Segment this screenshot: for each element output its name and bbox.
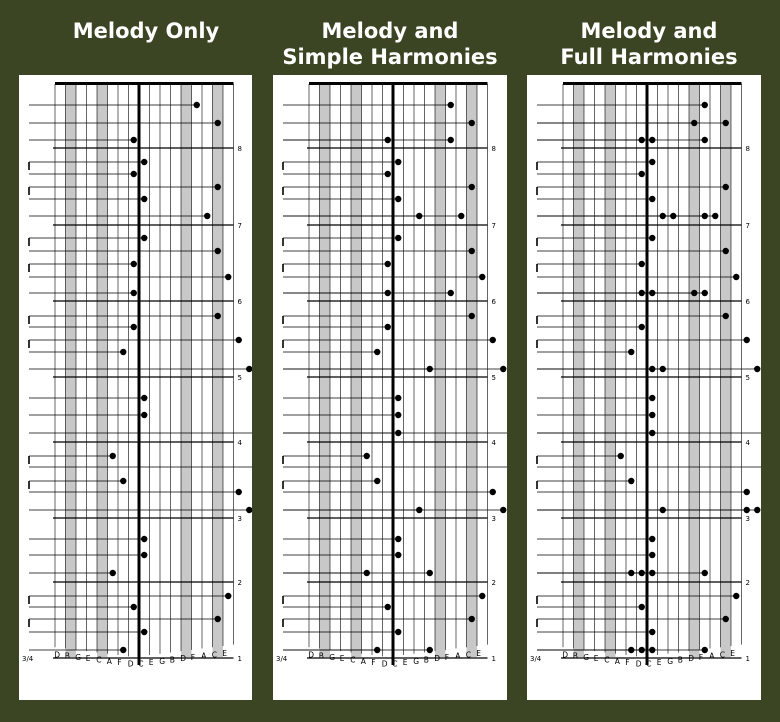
measure-number: 5 — [237, 374, 242, 382]
measure-number: 2 — [491, 579, 496, 587]
key-label: D — [688, 654, 695, 664]
key-label: C — [96, 655, 102, 665]
note-dot — [141, 395, 147, 401]
key-label: A — [201, 651, 207, 661]
note-dot — [141, 536, 147, 542]
note-dot — [723, 616, 729, 622]
key-label: E — [593, 654, 599, 664]
key-label: B — [677, 655, 683, 665]
note-dot — [131, 137, 137, 143]
shaded-tine — [181, 84, 192, 657]
shaded-tine — [574, 84, 585, 657]
note-dot — [141, 159, 147, 165]
note-dot — [131, 604, 137, 610]
key-label: B — [64, 651, 70, 661]
key-label: G — [667, 656, 674, 666]
shaded-tine — [66, 84, 77, 657]
note-dot — [374, 349, 380, 355]
tablature-sheet-simple-harmonies — [273, 75, 507, 700]
note-dot — [215, 184, 221, 190]
note-dot — [131, 290, 137, 296]
note-dot — [395, 629, 401, 635]
note-dot — [141, 196, 147, 202]
key-label: E — [730, 648, 735, 658]
key-label: C — [211, 650, 217, 660]
measure-number: 3 — [237, 515, 242, 523]
note-dot — [479, 274, 485, 280]
note-dot — [395, 395, 401, 401]
key-label: F — [371, 658, 376, 668]
note-dot — [131, 261, 137, 267]
measure-number: 1 — [745, 655, 750, 663]
key-label: B — [423, 655, 429, 665]
measure-number: 2 — [745, 579, 750, 587]
measure-number: 8 — [745, 145, 750, 153]
note-dot — [723, 184, 729, 190]
key-label: E — [222, 648, 227, 658]
note-dot — [141, 629, 147, 635]
top-bar — [55, 82, 234, 85]
measure-number: 8 — [237, 145, 242, 153]
key-label: E — [339, 654, 345, 664]
title-line: Melody Only — [72, 19, 220, 43]
note-dot — [395, 235, 401, 241]
note-dot — [131, 171, 137, 177]
key-label: A — [614, 656, 620, 666]
measure-number: 6 — [745, 298, 750, 306]
key-label: B — [318, 651, 324, 661]
note-dot — [215, 313, 221, 319]
key-label: F — [190, 652, 196, 662]
title-line: Melody and — [321, 19, 459, 43]
key-label: C — [465, 650, 471, 660]
note-dot — [385, 604, 391, 610]
note-dot — [236, 489, 242, 495]
key-label: D — [434, 654, 441, 664]
note-dot — [215, 248, 221, 254]
key-label: E — [148, 658, 154, 668]
note-dot — [490, 337, 496, 343]
key-label: B — [572, 651, 578, 661]
center-bar — [138, 84, 141, 665]
note-dot — [448, 102, 454, 108]
note-dot — [385, 171, 391, 177]
note-dot — [395, 552, 401, 558]
note-dot — [723, 313, 729, 319]
time-signature: 3/4 — [22, 655, 34, 663]
note-dot — [639, 261, 645, 267]
key-label: F — [625, 658, 630, 668]
time-signature: 3/4 — [276, 655, 288, 663]
note-dot — [204, 213, 210, 219]
note-dot — [141, 412, 147, 418]
note-dot — [364, 453, 370, 459]
note-dot — [385, 324, 391, 330]
key-label: E — [476, 648, 481, 658]
key-label: G — [583, 652, 590, 662]
note-dot — [246, 366, 252, 372]
shaded-tine — [689, 84, 700, 657]
shaded-tine — [351, 84, 362, 657]
note-dot — [649, 395, 655, 401]
key-label: C — [604, 655, 610, 665]
key-label: C — [350, 655, 356, 665]
note-dot — [215, 616, 221, 622]
measure-number: 5 — [745, 374, 750, 382]
key-label: D — [381, 659, 388, 669]
title-line: Full Harmonies — [560, 45, 738, 69]
key-label: D — [635, 659, 642, 669]
note-dot — [427, 570, 433, 576]
key-label: D — [308, 650, 315, 660]
key-label: C — [646, 659, 652, 669]
measure-number: 5 — [491, 374, 496, 382]
note-dot — [141, 235, 147, 241]
measure-number: 7 — [237, 222, 242, 230]
note-dot — [702, 570, 708, 576]
shaded-tine — [97, 84, 108, 657]
panel-title — [522, 18, 776, 70]
note-dot — [395, 196, 401, 202]
measure-number: 3 — [491, 515, 496, 523]
tablature-sheet-full-harmonies — [527, 75, 761, 700]
measure-number: 8 — [491, 145, 496, 153]
note-dot — [649, 412, 655, 418]
note-dot — [469, 184, 475, 190]
panel-title — [19, 18, 273, 44]
note-dot — [246, 507, 252, 513]
note-dot — [702, 137, 708, 143]
note-dot — [215, 120, 221, 126]
measure-number: 6 — [491, 298, 496, 306]
title-line: Melody and — [580, 19, 718, 43]
key-label: G — [329, 652, 336, 662]
note-dot — [385, 261, 391, 267]
measure-number: 6 — [237, 298, 242, 306]
note-dot — [628, 349, 634, 355]
key-label: C — [719, 650, 725, 660]
tablature-svg — [273, 75, 507, 700]
note-dot — [448, 137, 454, 143]
shaded-tine — [211, 84, 224, 660]
note-dot — [131, 324, 137, 330]
key-label: A — [106, 656, 112, 666]
note-dot — [639, 171, 645, 177]
note-dot — [744, 337, 750, 343]
note-dot — [479, 593, 485, 599]
key-label: G — [413, 656, 420, 666]
note-dot — [754, 507, 760, 513]
key-label: B — [169, 655, 175, 665]
note-dot — [236, 337, 242, 343]
top-bar — [309, 82, 488, 85]
key-label: F — [117, 658, 122, 668]
note-dot — [120, 647, 126, 653]
note-dot — [723, 248, 729, 254]
key-label: E — [656, 658, 662, 668]
time-signature: 3/4 — [530, 655, 542, 663]
shaded-tine — [320, 84, 331, 657]
shaded-tine — [435, 84, 446, 657]
note-dot — [754, 366, 760, 372]
note-dot — [395, 159, 401, 165]
note-dot — [110, 570, 116, 576]
note-dot — [639, 324, 645, 330]
measure-number: 4 — [237, 439, 242, 447]
note-dot — [395, 536, 401, 542]
note-dot — [628, 478, 634, 484]
note-dot — [490, 489, 496, 495]
note-dot — [702, 102, 708, 108]
measure-number: 3 — [745, 515, 750, 523]
shaded-tine — [719, 84, 732, 660]
note-dot — [225, 593, 231, 599]
note-dot — [618, 453, 624, 459]
note-dot — [500, 366, 506, 372]
shaded-tine — [605, 84, 616, 657]
key-label: C — [392, 659, 398, 669]
note-dot — [469, 120, 475, 126]
measure-number: 1 — [491, 655, 496, 663]
note-dot — [649, 536, 655, 542]
tablature-svg — [19, 75, 252, 700]
note-dot — [723, 120, 729, 126]
note-dot — [712, 213, 718, 219]
key-label: A — [360, 656, 366, 666]
shaded-tine — [465, 84, 478, 660]
key-label: A — [709, 651, 715, 661]
note-dot — [649, 159, 655, 165]
key-label: E — [402, 658, 408, 668]
note-dot — [374, 478, 380, 484]
key-label: G — [159, 656, 166, 666]
key-label: F — [444, 652, 450, 662]
note-dot — [458, 213, 464, 219]
note-dot — [744, 489, 750, 495]
key-label: A — [455, 651, 461, 661]
note-dot — [702, 290, 708, 296]
measure-number: 2 — [237, 579, 242, 587]
note-dot — [120, 478, 126, 484]
title-line: Simple Harmonies — [282, 45, 498, 69]
note-dot — [469, 313, 475, 319]
key-label: F — [698, 652, 704, 662]
note-dot — [649, 552, 655, 558]
key-label: E — [85, 654, 91, 664]
note-dot — [448, 290, 454, 296]
center-bar — [646, 84, 649, 665]
note-dot — [649, 629, 655, 635]
key-label: D — [54, 650, 61, 660]
tablature-svg — [527, 75, 761, 700]
note-dot — [141, 552, 147, 558]
measure-number: 7 — [745, 222, 750, 230]
key-label: C — [138, 659, 144, 669]
note-dot — [469, 248, 475, 254]
measure-number: 1 — [237, 655, 242, 663]
note-dot — [639, 604, 645, 610]
note-dot — [427, 647, 433, 653]
note-dot — [194, 102, 200, 108]
note-dot — [733, 593, 739, 599]
key-label: D — [127, 659, 134, 669]
note-dot — [110, 453, 116, 459]
measure-number: 4 — [745, 439, 750, 447]
center-bar — [392, 84, 395, 665]
note-dot — [500, 507, 506, 513]
note-dot — [649, 235, 655, 241]
note-dot — [225, 274, 231, 280]
top-bar — [563, 82, 742, 85]
note-dot — [469, 616, 475, 622]
note-dot — [395, 412, 401, 418]
panel-title — [263, 18, 517, 70]
key-label: D — [562, 650, 569, 660]
note-dot — [733, 274, 739, 280]
tablature-sheet-melody-only — [19, 75, 252, 700]
note-dot — [649, 196, 655, 202]
measure-number: 7 — [491, 222, 496, 230]
key-label: D — [180, 654, 187, 664]
measure-number: 4 — [491, 439, 496, 447]
key-label: G — [75, 652, 82, 662]
note-dot — [120, 349, 126, 355]
